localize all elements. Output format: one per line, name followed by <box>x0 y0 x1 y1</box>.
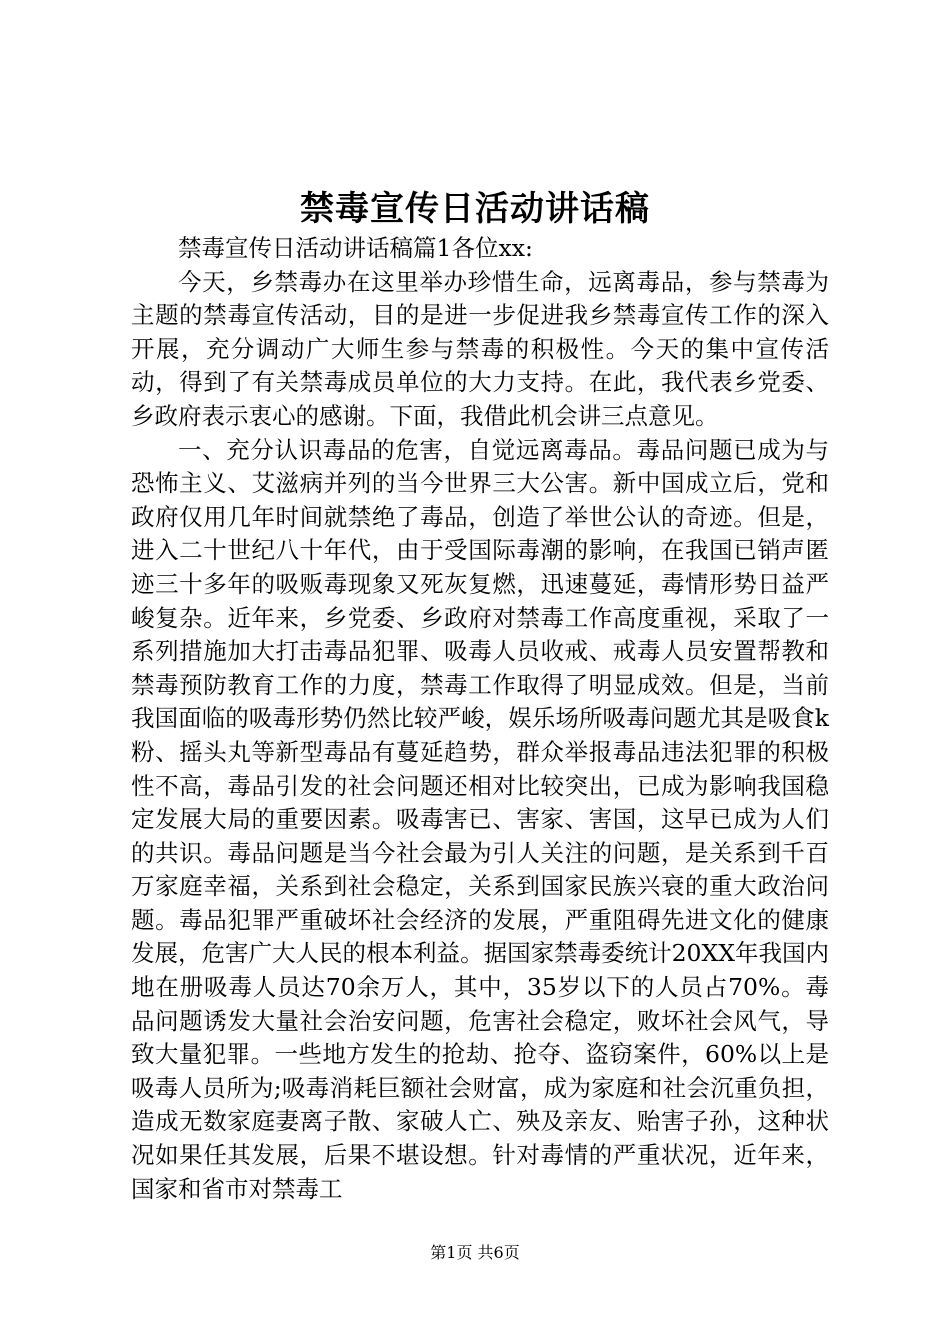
page-number-footer: 第1页 共6页 <box>430 1243 520 1262</box>
opening-paragraph: 今天，乡禁毒办在这里举办珍惜生命，远离毒品，参与禁毒为主题的禁毒宣传活动，目的是进一步促进我乡禁毒宣传工作的深入开展，充分调动广大师生参与禁毒的积极性。今天的集中宣传活动，得到了有关禁毒成员单位的大力支持。在此，我代表乡党委、乡政府表示衷心的感谢。下面，我借此机会讲三点意见。 <box>131 267 829 430</box>
intro-paragraph: 禁毒宣传日活动讲话稿篇1各位xx: <box>178 234 533 262</box>
document-title: 禁毒宣传日活动讲话稿 <box>300 189 650 229</box>
section-one-paragraph: 一、充分认识毒品的危害，自觉远离毒品。毒品问题已成为与恐怖主义、艾滋病并列的当今世界三大公害。新中国成立后，党和政府仅用几年时间就禁绝了毒品，创造了举世公认的奇迹。但是，进入二十世纪八十年代，由于受国际毒潮的影响，在我国已销声匿迹三十多年的吸贩毒现象又死灰复燃，迅速蔓延，毒情形势日益严峻复杂。近年来，乡党委、乡政府对禁毒工作高度重视，采取了一系列措施加大打击毒品犯罪、吸毒人员收戒、戒毒人员安置帮教和禁毒预防教育工作的力度，禁毒工作取得了明显成效。但是，当前我国面临的吸毒形势仍然比较严峻，娱乐场所吸毒问题尤其是吸食k粉、摇头丸等新型毒品有蔓延趋势，群众举报毒品违法犯罪的积极性不高，毒品引发的社会问题还相对比较突出，已成为影响我国稳定发展大局的重要因素。吸毒害已、害家、害国，这早已成为人们的共识。毒品问题是当今社会最为引人关注的问题，是关系到千百万家庭幸福，关系到社会稳定，关系到国家民族兴衰的重大政治问题。毒品犯罪严重破坏社会经济的发展，严重阻碍先进文化的健康发展，危害广大人民的根本利益。据国家禁毒委统计20XX年我国内地在册吸毒人员达70余万人，其中，35岁以下的人员占70%。毒品问题诱发大量社会治安问题，危害社会稳定，败坏社会风气，导致大量犯罪。一些地方发生的抢劫、抢夺、盗窃案件，60%以上是吸毒人员所为;吸毒消耗巨额社会财富，成为家庭和社会沉重负担，造成无数家庭妻离子散、家破人亡、殃及亲友、贻害子孙，这种状况如果任其发展，后果不堪设想。针对毒情的严重状况，近年来，国家和省市对禁毒工 <box>131 435 829 1203</box>
document-body <box>131 232 829 1206</box>
